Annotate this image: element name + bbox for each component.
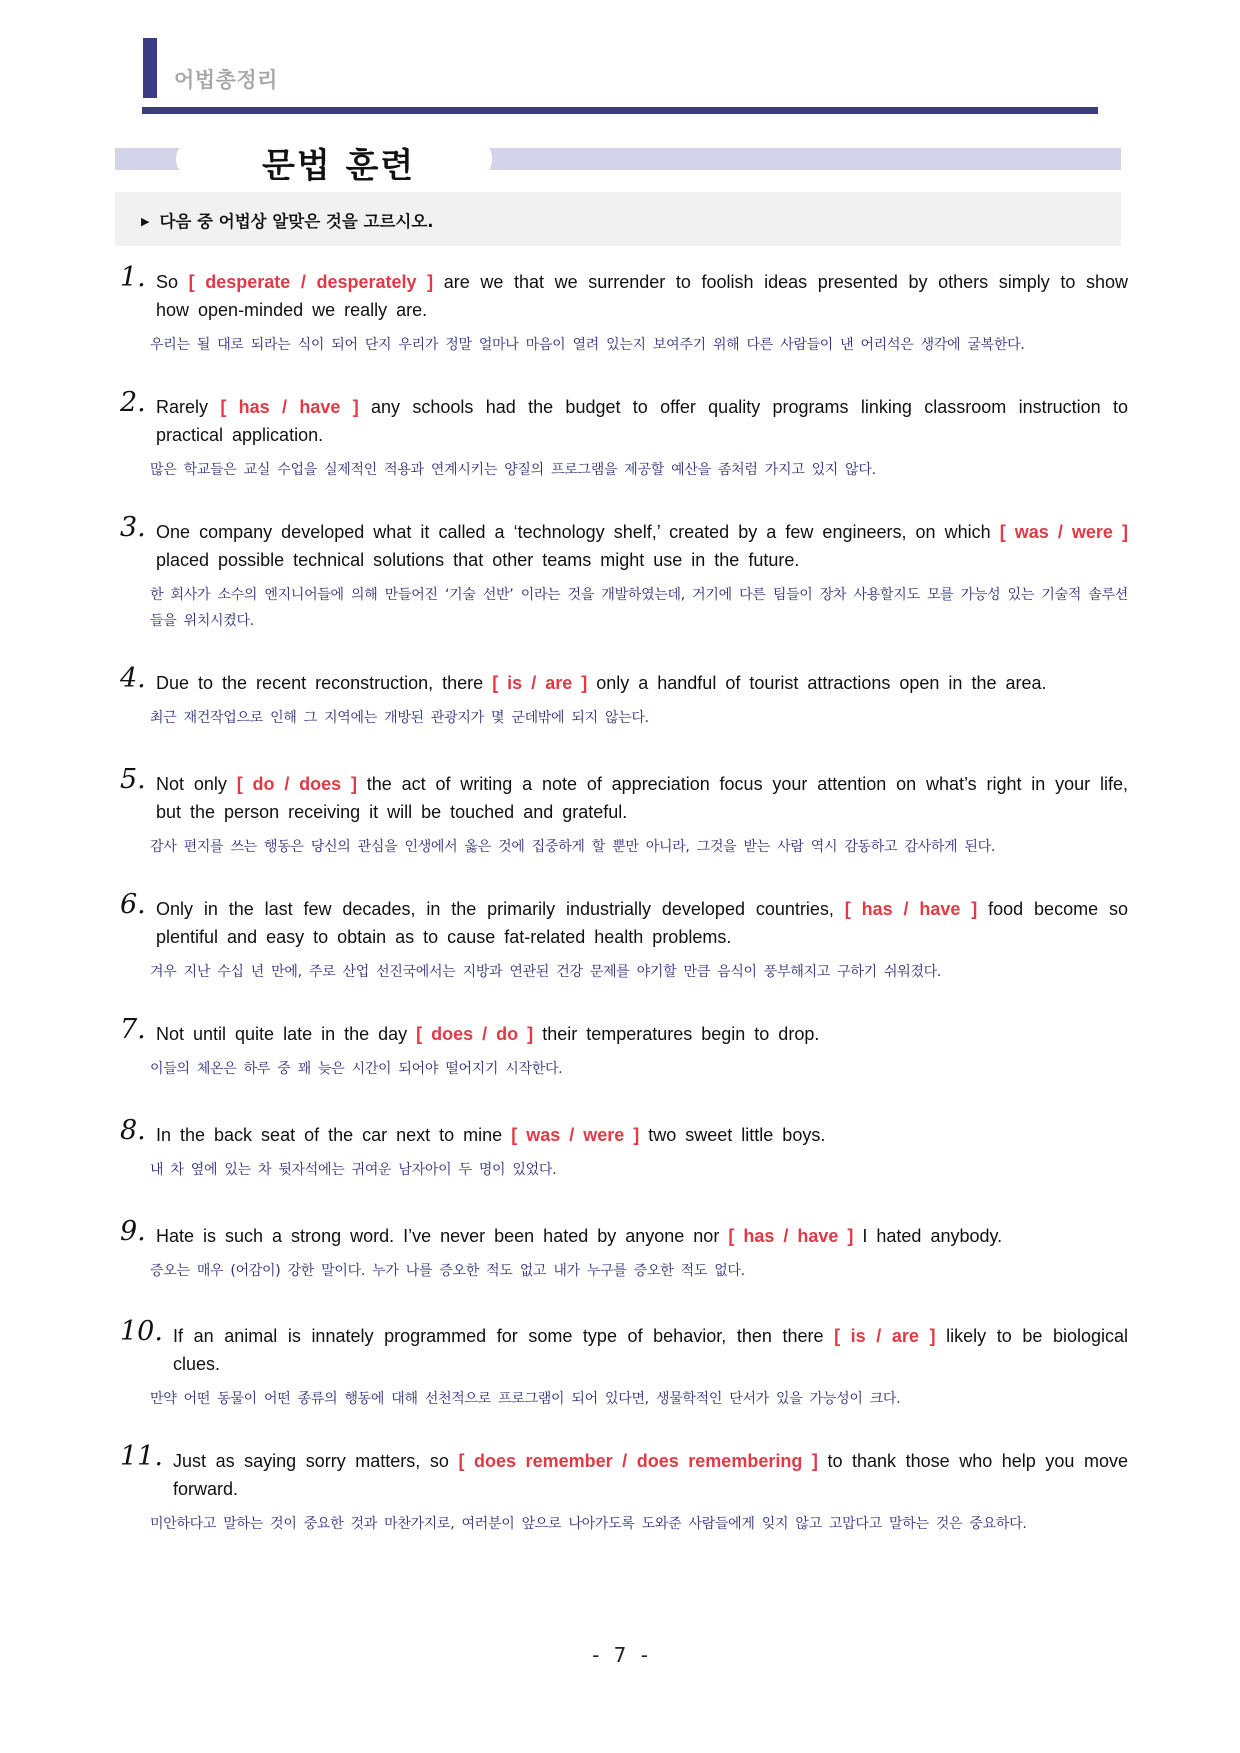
text-after: I hated anybody. (862, 1226, 1003, 1246)
text-after: placed possible technical solutions that other teams might use in the future. (156, 550, 800, 570)
choice-bracket[interactable]: [ do / does ] (236, 774, 357, 794)
translation: 이들의 체온은 하루 중 꽤 늦은 시간이 되어야 떨어지기 시작한다. (150, 1061, 563, 1077)
text-after: any schools had the budget to offer quality programs linking classroom instruction to practical application. (156, 397, 1128, 445)
translation: 우리는 될 대로 되라는 식이 되어 단지 우리가 정말 얼마나 마음이 열려 있는지 보여주기 위해 다른 사람들이 낸 어리석은 생각에 굴복한다. (150, 337, 1025, 353)
translation: 겨우 지난 수십 년 만에, 주로 산업 선진국에서는 지방과 연관된 건강 문제를 야기할 만큼 음식이 풍부해지고 구하기 쉬워졌다. (150, 964, 942, 980)
question-number: 5. (120, 764, 146, 795)
translation: 증오는 매우 (어감이) 강한 말이다. 누가 나를 증오한 적도 없고 내가 누구를 증오한 적도 없다. (150, 1263, 745, 1279)
question-9 (120, 1216, 1128, 1284)
question-number: 6. (120, 889, 146, 920)
instruction (141, 208, 434, 232)
text-before: Hate is such a strong word. I’ve never been hated by anyone nor (156, 1226, 720, 1246)
header-rule (142, 107, 1098, 114)
text-before: Not until quite late in the day (156, 1024, 408, 1044)
question-8 (120, 1115, 1128, 1183)
question-text (120, 1322, 1128, 1378)
header-accent-bar (143, 38, 157, 98)
question-1 (120, 262, 1128, 358)
question-text (120, 1121, 1128, 1149)
text-after: two sweet little boys. (648, 1125, 826, 1145)
text-after: only a handful of tourist attractions open in the area. (596, 673, 1047, 693)
question-number: 10. (120, 1316, 163, 1347)
question-text (120, 669, 1128, 697)
choice-bracket[interactable]: [ has / have ] (220, 397, 359, 417)
section-title: 어법총정리 (174, 68, 278, 92)
page-number: - 7 - (592, 1643, 648, 1667)
choice-bracket[interactable]: [ is / are ] (834, 1326, 936, 1346)
page-title: 문법 훈련 (262, 146, 416, 186)
question-10 (120, 1316, 1129, 1412)
question-text (120, 770, 1128, 826)
question-3 (120, 512, 1128, 634)
text-before: Just as saying sorry matters, so (173, 1451, 449, 1471)
choice-bracket[interactable]: [ is / are ] (492, 673, 588, 693)
question-6 (120, 889, 1128, 985)
instruction-box (115, 192, 1121, 246)
question-11 (120, 1441, 1128, 1537)
question-text (120, 393, 1128, 449)
choice-bracket[interactable]: [ was / were ] (511, 1125, 640, 1145)
question-number: 8. (120, 1115, 146, 1146)
text-after: the act of writing a note of appreciation focus your attention on what’s right in your life, but the person receiving it will be touched and grateful. (156, 774, 1128, 822)
title-band-right (484, 148, 1121, 170)
question-5 (120, 764, 1128, 860)
text-after: their temperatures begin to drop. (542, 1024, 820, 1044)
translation: 만약 어떤 동물이 어떤 종류의 행동에 대해 선천적으로 프로그램이 되어 있다면, 생물학적인 단서가 있을 가능성이 크다. (150, 1391, 901, 1407)
translation: 많은 학교들은 교실 수업을 실제적인 적용과 연계시키는 양질의 프로그램을 제공할 예산을 좀처럼 가지고 있지 않다. (150, 462, 876, 478)
question-text (120, 895, 1128, 951)
question-text (120, 1222, 1128, 1250)
choice-bracket[interactable]: [ does / do ] (416, 1024, 534, 1044)
choice-bracket[interactable]: [ was / were ] (999, 522, 1128, 542)
text-before: One company developed what it called a ‘technology shelf,’ created by a few engineers, on which (156, 522, 991, 542)
text-after: likely to be biological clues. (173, 1326, 1129, 1374)
text-before: Not only (156, 774, 227, 794)
text-after: food become so plentiful and easy to obtain as to cause fat-related health problems. (156, 899, 1128, 947)
translation: 미안하다고 말하는 것이 중요한 것과 마찬가지로, 여러분이 앞으로 나아가도록 도와준 사람들에게 잊지 않고 고맙다고 말하는 것은 중요하다. (150, 1516, 1027, 1532)
translation: 최근 재건작업으로 인해 그 지역에는 개방된 관광지가 몇 군데밖에 되지 않는다. (150, 710, 649, 726)
question-7 (120, 1014, 1128, 1082)
title-band-left (115, 148, 182, 170)
question-number: 9. (120, 1216, 146, 1247)
question-text (120, 268, 1128, 324)
question-number: 4. (120, 663, 146, 694)
text-after: are we that we surrender to foolish ideas presented by others simply to show how open-minded we really are. (156, 272, 1128, 320)
question-text (120, 1447, 1128, 1503)
instruction-text: 다음 중 어법상 알맞은 것을 고르시오. (159, 212, 434, 231)
translation: 감사 편지를 쓰는 행동은 당신의 관심을 인생에서 옳은 것에 집중하게 할 뿐만 아니라, 그것을 받는 사람 역시 감동하고 감사하게 된다. (150, 839, 996, 855)
text-before: In the back seat of the car next to mine (156, 1125, 503, 1145)
text-before: Rarely (156, 397, 209, 417)
question-number: 2. (120, 387, 146, 418)
translation: 내 차 옆에 있는 차 뒷자석에는 귀여운 남자아이 두 명이 있었다. (150, 1162, 557, 1178)
choice-bracket[interactable]: [ has / have ] (728, 1226, 854, 1246)
translation: 한 회사가 소수의 엔지니어들에 의해 만들어진 ‘기술 선반’ 이라는 것을 개발하였는데, 거기에 다른 팀들이 장차 사용할지도 모를 가능성 있는 기술적 솔루션들을 위치시켰다. (150, 587, 1128, 629)
triangle-marker-icon: ▶ (141, 215, 150, 228)
question-number: 1. (120, 262, 146, 293)
text-before: If an animal is innately programmed for some type of behavior, then there (173, 1326, 824, 1346)
question-text (120, 1020, 1128, 1048)
question-text (120, 518, 1128, 574)
text-before: So (156, 272, 179, 292)
question-number: 7. (120, 1014, 146, 1045)
choice-bracket[interactable]: [ desperate / desperately ] (188, 272, 434, 292)
question-number: 3. (120, 512, 146, 543)
question-4 (120, 663, 1128, 731)
question-2 (120, 387, 1128, 483)
choice-bracket[interactable]: [ does remember / does remembering ] (458, 1451, 818, 1471)
choice-bracket[interactable]: [ has / have ] (844, 899, 978, 919)
text-before: Due to the recent reconstruction, there (156, 673, 484, 693)
text-before: Only in the last few decades, in the primarily industrially developed countries, (156, 899, 834, 919)
question-number: 11. (120, 1441, 163, 1472)
text-after: to thank those who help you move forward. (173, 1451, 1128, 1499)
